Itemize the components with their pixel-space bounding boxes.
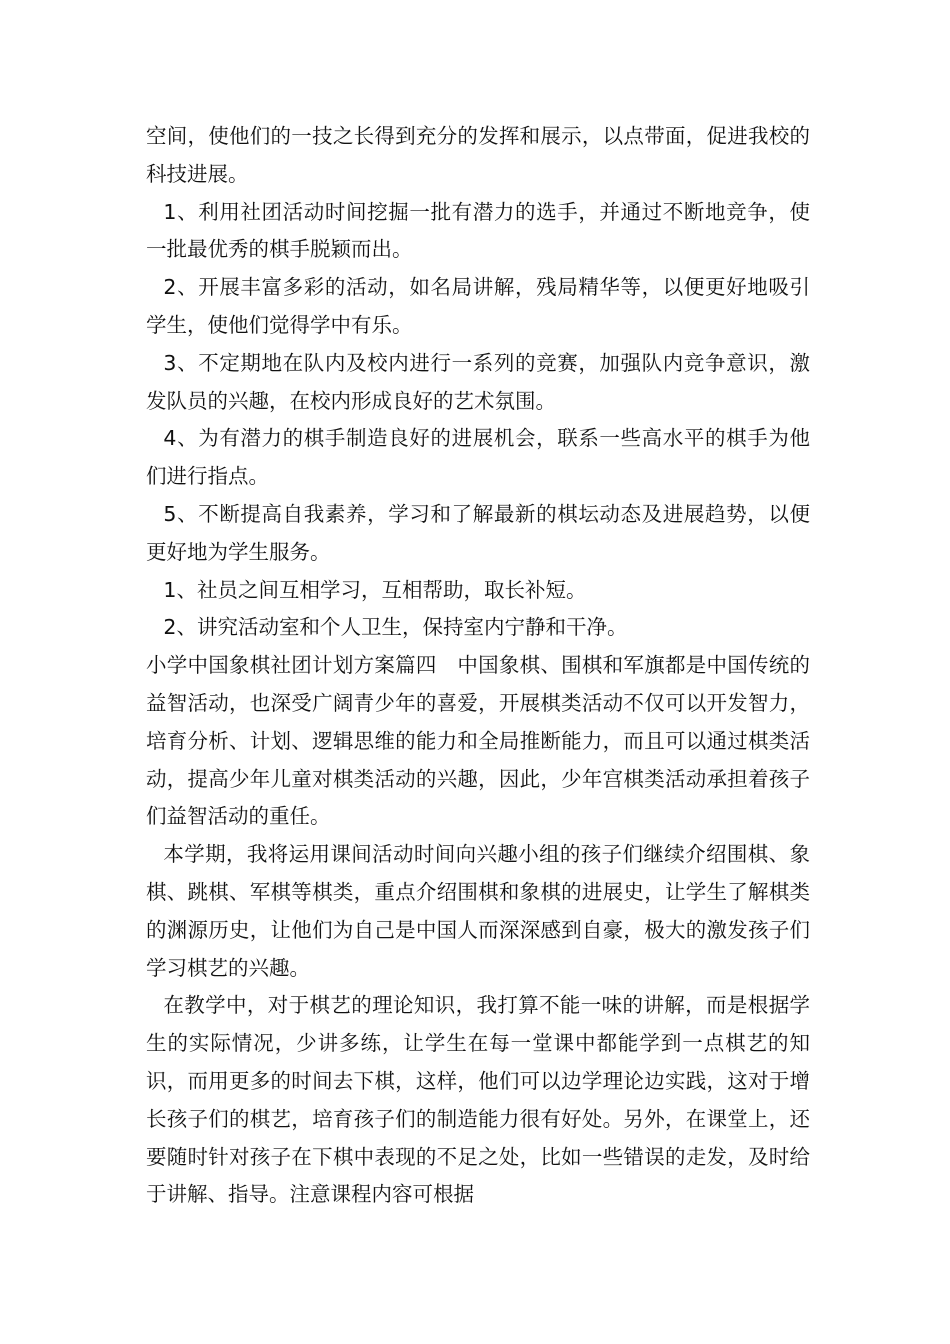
paragraph-10: 本学期，我将运用课间活动时间向兴趣小组的孩子们继续介绍围棋、象棋、跳棋、军棋等棋类，重点介绍围棋和象棋的进展史，让学生了解棋类的渊源历史，让他们为自己是中国人而深深感到自豪，极大的激发孩子们学习棋艺的兴趣。 [146, 842, 810, 980]
paragraph-7: 1、社员之间互相学习，互相帮助，取长补短。 [163, 577, 587, 602]
paragraph-2: 1、利用社团活动时间挖掘一批有潜力的选手，并通过不断地竞争，使一批最优秀的棋手脱颖而出。 [146, 199, 810, 262]
paragraph-6: 5、不断提高自我素养，学习和了解最新的棋坛动态及进展趋势，以便更好地为学生服务。 [146, 501, 810, 564]
paragraph-5: 4、为有潜力的棋手制造良好的进展机会，联系一些高水平的棋手为他们进行指点。 [146, 426, 810, 489]
document-body [146, 118, 810, 1214]
paragraph-9-section-heading: 小学中国象棋社团计划方案篇四 中国象棋、围棋和军旗都是中国传统的益智活动，也深受广阔青少年的喜爱，开展棋类活动不仅可以开发智力，培育分析、计划、逻辑思维的能力和全局推断能力，而且可以通过棋类活动，提高少年儿童对棋类活动的兴趣，因此，少年宫棋类活动承担着孩子们益智活动的重任。 [146, 653, 810, 829]
paragraph-3: 2、开展丰富多彩的活动，如名局讲解，残局精华等，以便更好地吸引学生，使他们觉得学中有乐。 [146, 275, 810, 337]
paragraph-4: 3、不定期地在队内及校内进行一系列的竞赛，加强队内竞争意识，激发队员的兴趣，在校内形成良好的艺术氛围。 [146, 350, 810, 413]
paragraph-8: 2、讲究活动室和个人卫生，保持室内宁静和干净。 [163, 615, 628, 640]
paragraph-11: 在教学中，对于棋艺的理论知识，我打算不能一味的讲解，而是根据学生的实际情况，少讲多练，让学生在每一堂课中都能学到一点棋艺的知识，而用更多的时间去下棋，这样，他们可以边学理论边实践，这对于增长孩子们的棋艺，培育孩子们的制造能力很有好处。另外，在课堂上，还要随时针对孩子在下棋中表现的不足之处，比如一些错误的走发，及时给于讲解、指导。注意课程内容可根据 [146, 993, 810, 1207]
paragraph-1: 空间，使他们的一技之长得到充分的发挥和展示，以点带面，促进我校的科技进展。 [146, 124, 810, 186]
